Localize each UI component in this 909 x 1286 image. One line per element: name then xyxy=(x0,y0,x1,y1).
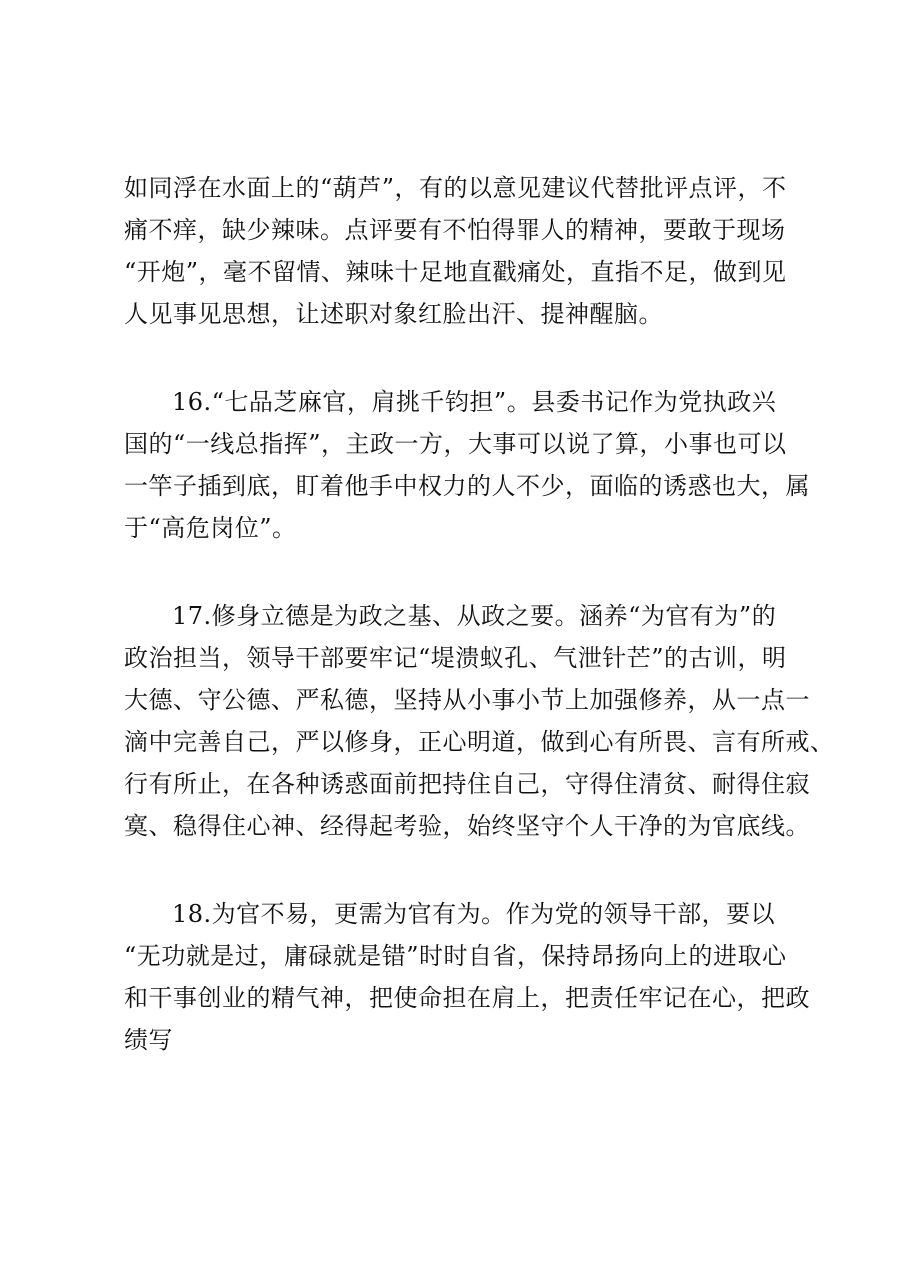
text-line: 于“高危岗位”。 xyxy=(124,514,297,542)
text-line: 痛不痒，缺少辣味。点评要有不怕得罪人的精神，要敢于现场 xyxy=(124,216,786,244)
text-line: 人见事见思想，让述职对象红脸出汗、提神醒脑。 xyxy=(124,300,663,328)
text-line: 17.修身立德是为政之基、从政之要。涵养“为官有为”的 xyxy=(172,602,777,630)
text-line: 绩写 xyxy=(124,1026,173,1054)
text-line: 16.“七品芝麻官，肩挑千钧担”。县委书记作为党执政兴 xyxy=(172,388,777,416)
text-line: 国的“一线总指挥”，主政一方，大事可以说了算，小事也可以 xyxy=(124,430,787,458)
text-line: “开炮”，毫不留情、辣味十足地直戳痛处，直指不足，做到见 xyxy=(124,258,787,286)
text-line: 行有所止，在各种诱惑面前把持住自己，守得住清贫、耐得住寂 xyxy=(124,770,810,798)
text-line: 如同浮在水面上的“葫芦”，有的以意见建议代替批评点评，不 xyxy=(124,174,787,202)
text-line: 政治担当，领导干部要牢记“堤溃蚁孔、气泄针芒”的古训，明 xyxy=(124,644,787,672)
text-line: 寞、稳得住心神、经得起考验，始终坚守个人干净的为官底线。 xyxy=(124,812,810,840)
text-line: “无功就是过，庸碌就是错”时时自省，保持昂扬向上的进取心 xyxy=(124,942,787,970)
text-line: 18.为官不易，更需为官有为。作为党的领导干部，要以 xyxy=(172,900,776,928)
text-line: 和干事创业的精气神，把使命担在肩上，把责任牢记在心，把政 xyxy=(124,984,810,1012)
text-line: 滴中完善自己，严以修身，正心明道，做到心有所畏、言有所戒、 xyxy=(124,728,835,756)
text-line: 一竿子插到底，盯着他手中权力的人不少，面临的诱惑也大，属 xyxy=(124,472,810,500)
text-line: 大德、守公德、严私德，坚持从小事小节上加强修养，从一点一 xyxy=(124,686,810,714)
